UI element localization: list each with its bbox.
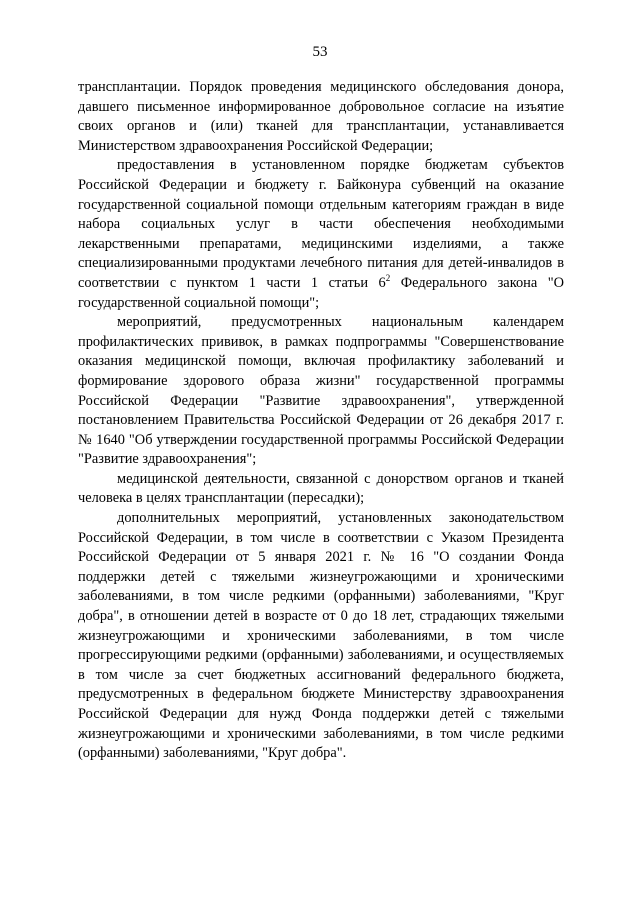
superscript-article-number: 2	[385, 273, 391, 284]
paragraph-subventions-text: предоставления в установленном порядке бюджетам субъектов Российской Федерации и бюджету г. Байконура субвенций на оказание государственной социальной помощи отдельным категориям граждан в виде набора социальных услуг в части обеспечения необходимыми лекарственными препаратами, медицинскими изделиями, а также специализированными продуктами лечебного питания для детей-инвалидов в соответствии с пунктом 1 части 1 статьи 6	[78, 157, 564, 291]
paragraph-subventions	[78, 156, 564, 313]
paragraph-subventions-tail: Федерального закона "О государственной социальной помощи";	[78, 274, 564, 311]
document-body	[78, 78, 564, 764]
paragraph-vaccination: мероприятий, предусмотренных национальным календарем профилактических прививок, в рамках подпрограммы "Совершенствование оказания медицинской помощи, включая профилактику заболеваний и формирование здорового образа жизни" государственной программы Российской Федерации "Развитие здравоохранения", утвержденной постановлением Правительства Российской Федерации от 26 декабря 2017 г. № 1640 "Об утверждении государственной программы Российской Федерации "Развитие здравоохранения";	[78, 314, 564, 468]
paragraph-additional-measures: дополнительных мероприятий, установленных законодательством Российской Федерации, в том числе в соответствии с Указом Президента Российской Федерации от 5 января 2021 г. № 16 "О создании Фонда поддержки детей с тяжелыми жизнеугрожающими и хроническими заболеваниями, в том числе редкими (орфанными) заболеваниями, "Круг добра", в отношении детей в возрасте от 0 до 18 лет, страдающих тяжелыми жизнеугрожающими и хроническими заболеваниями, в том числе прогрессирующими редкими (орфанными) заболеваниями, и осуществляемых в том числе за счет бюджетных ассигнований федерального бюджета, предусмотренных в федеральном бюджете Министерству здравоохранения Российской Федерации для нужд Фонда поддержки детей с тяжелыми жизнеугрожающими и хроническими заболеваниями, в том числе редкими (орфанными) заболеваниями, "Круг добра".	[78, 510, 564, 762]
paragraph-continuation: трансплантации. Порядок проведения медицинского обследования донора, давшего письменное информированное добровольное согласие на изъятие своих органов и (или) тканей для трансплантации, устанавливается Министерством здравоохранения Российской Федерации;	[78, 79, 564, 154]
paragraph-donation: медицинской деятельности, связанной с донорством органов и тканей человека в целях трансплантации (пересадки);	[78, 470, 564, 507]
page-number: 53	[312, 44, 328, 60]
